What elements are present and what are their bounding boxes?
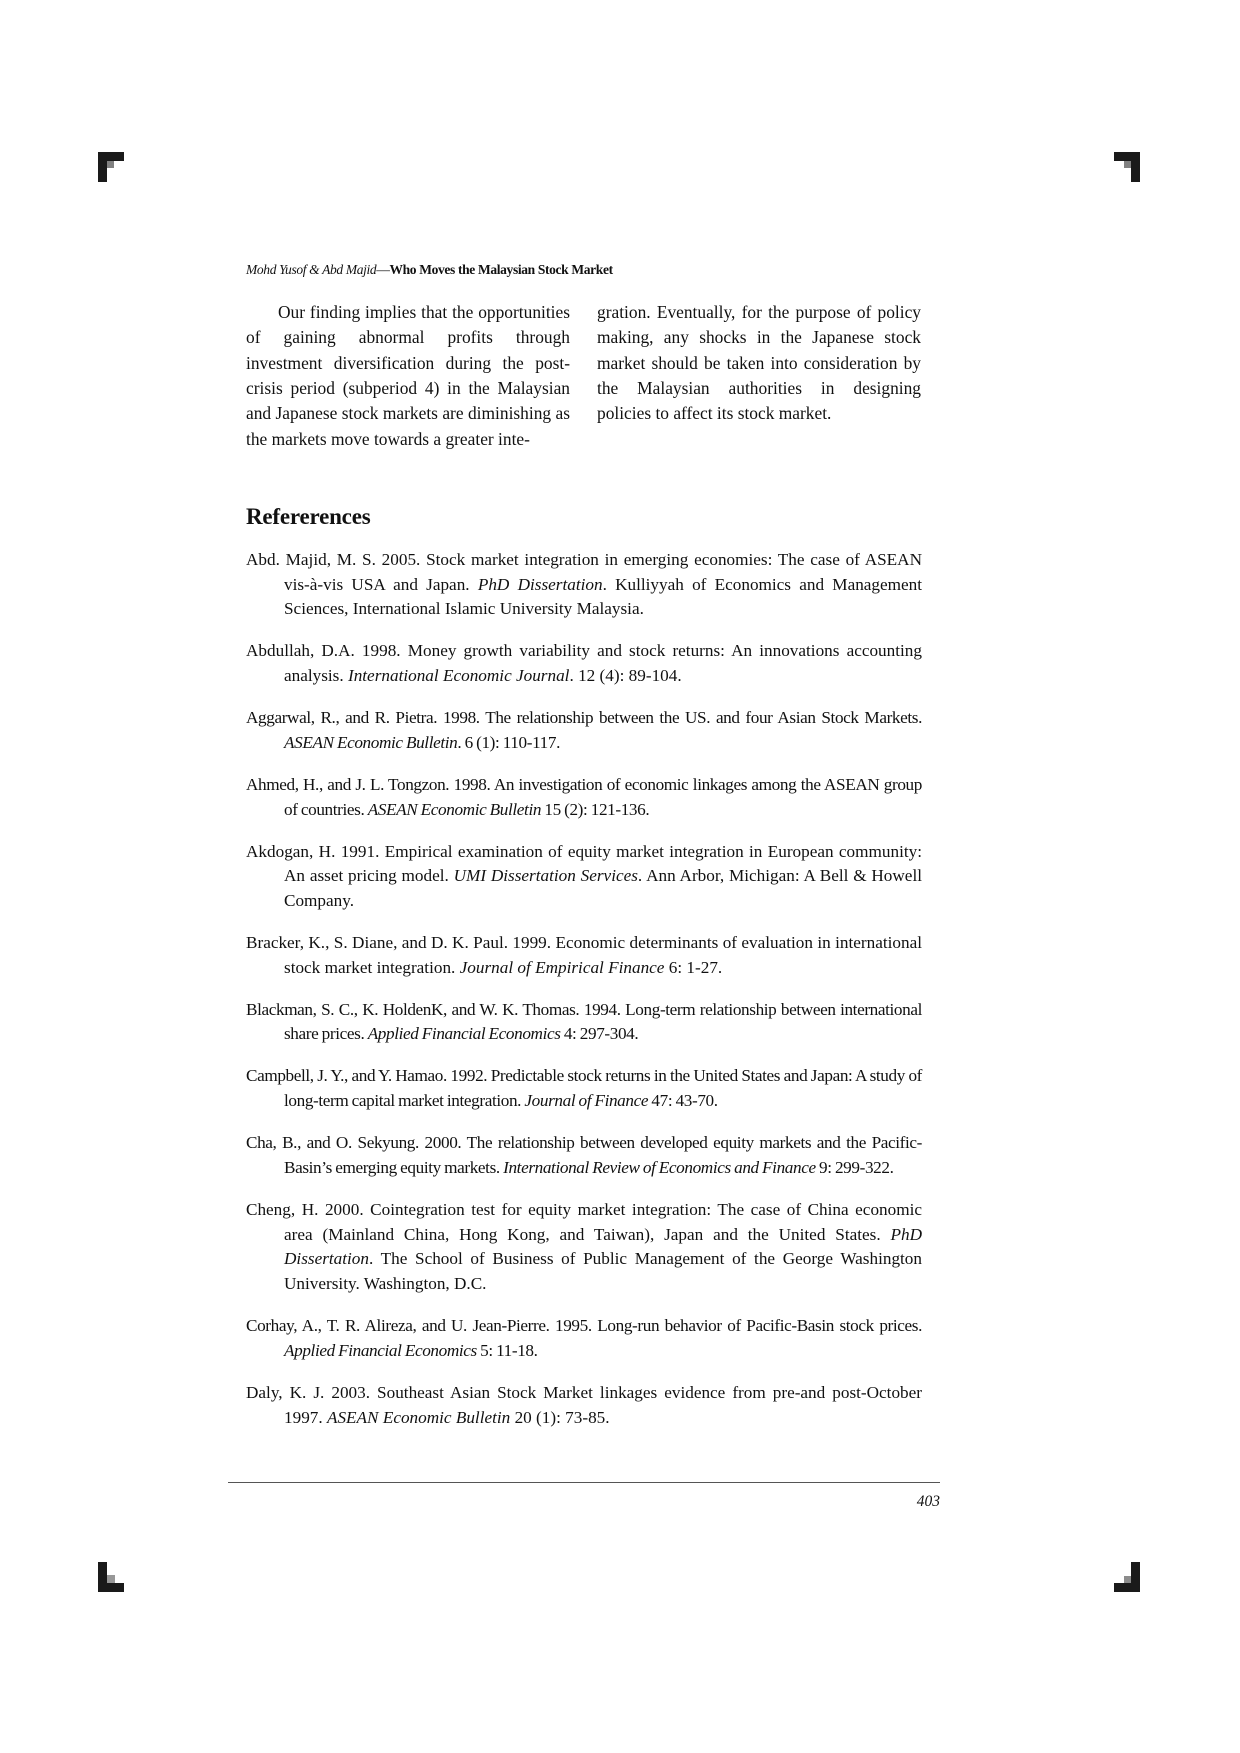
running-head-separator: —: [376, 262, 390, 277]
reference-item: [246, 998, 922, 1048]
reference-source-title: UMI Dissertation Services: [453, 866, 638, 886]
reference-item: [246, 773, 922, 823]
reference-source-title: Applied Financial Economics: [367, 1024, 561, 1044]
reference-text: 4: 297-304.: [560, 1024, 639, 1044]
reference-text: Abd. Majid, M. S. 2005. Stock market integration in emerging economies: The case of ASEAN vis-à-vis USA and Japan.: [246, 549, 922, 594]
reference-text: 20 (1): 73-85.: [510, 1407, 610, 1427]
reference-item: [246, 840, 922, 914]
reference-item: [246, 1198, 922, 1297]
reference-text: Cheng, H. 2000. Cointegration test for equity market integration: The case of China economic area (Mainland China, Hong Kong, and Taiwan), Japan and the United States.: [246, 1199, 922, 1244]
reference-text: . The School of Business of Public Management of the George Washington University. Washington, D.C.: [284, 1249, 922, 1294]
reference-text: Daly, K. J. 2003. Southeast Asian Stock Market linkages evidence from pre-and post-October 1997.: [246, 1382, 922, 1427]
body-paragraph-right: gration. Eventually, for the purpose of policy making, any shocks in the Japanese stock market should be taken into consideration by the Malaysian authorities in designing policies to affect its stock market.: [597, 302, 921, 424]
reference-source-title: PhD Dissertation: [284, 1224, 922, 1269]
references-heading: Refererences: [246, 503, 371, 529]
reference-text: Ahmed, H., and J. L. Tongzon. 1998. An investigation of economic linkages among the ASEAN group of countries.: [246, 774, 922, 819]
reference-item: [246, 706, 922, 756]
reference-text: 15 (2): 121-136.: [541, 799, 650, 819]
crop-mark-top-right: [1110, 152, 1140, 182]
reference-text: Cha, B., and O. Sekyung. 2000. The relationship between developed equity markets and the Pacific-Basin’s emerging equity markets.: [246, 1133, 922, 1177]
reference-text: Akdogan, H. 1991. Empirical examination of equity market integration in European community: An asset pricing model.: [246, 841, 922, 886]
reference-text: 47: 43-70.: [648, 1091, 718, 1111]
reference-item: [246, 548, 922, 622]
page-number: 403: [916, 1493, 940, 1510]
reference-text: 6: 1-27.: [664, 957, 723, 977]
running-head-authors: Mohd Yusof & Abd Majid: [246, 262, 377, 277]
reference-source-title: International Economic Journal: [347, 666, 570, 686]
reference-text: Corhay, A., T. R. Alireza, and U. Jean-Pierre. 1995. Long-run behavior of Pacific-Basin stock prices.: [246, 1316, 922, 1336]
reference-item: [246, 931, 922, 981]
crop-mark-bottom-right: [1110, 1562, 1140, 1592]
reference-text: Blackman, S. C., K. HoldenK, and W. K. Thomas. 1994. Long-term relationship between international share prices.: [246, 999, 922, 1044]
reference-item: [246, 1314, 922, 1364]
reference-text: Aggarwal, R., and R. Pietra. 1998. The relationship between the US. and four Asian Stock Markets.: [246, 708, 922, 728]
references-list: [246, 548, 922, 1431]
reference-source-title: ASEAN Economic Bulletin: [367, 799, 542, 819]
reference-text: . 12 (4): 89-104.: [569, 666, 682, 686]
crop-mark-top-left: [98, 152, 128, 182]
running-head: [246, 262, 922, 278]
crop-mark-bottom-left: [98, 1562, 128, 1592]
body-column-right: [597, 300, 921, 452]
reference-item: [246, 1131, 922, 1181]
running-head-title: Who Moves the Malaysian Stock Market: [389, 262, 613, 277]
reference-text: Abdullah, D.A. 1998. Money growth variability and stock returns: An innovations accounting analysis.: [246, 641, 922, 686]
page-footer: [228, 1482, 940, 1511]
reference-text: 5: 11-18.: [476, 1340, 538, 1360]
reference-text: . 6 (1): 110-117.: [457, 732, 561, 752]
reference-source-title: Applied Financial Economics: [284, 1340, 477, 1360]
conclusion-text-block: [246, 300, 922, 452]
reference-item: [246, 639, 922, 689]
reference-source-title: International Review of Economics and Finance: [503, 1157, 816, 1177]
body-paragraph-left: Our finding implies that the opportunities of gaining abnormal profits through investment diversification during the post-crisis period (subperiod 4) in the Malaysian and Japanese stock markets are diminishing as the markets move towards a greater inte-: [246, 302, 570, 449]
reference-text: . Ann Arbor, Michigan: A Bell & Howell Company.: [284, 866, 922, 911]
reference-text: 9: 299-322.: [815, 1157, 894, 1177]
reference-source-title: Journal of Empirical Finance: [459, 957, 665, 977]
reference-source-title: ASEAN Economic Bulletin: [326, 1407, 511, 1427]
reference-source-title: ASEAN Economic Bulletin: [284, 732, 458, 752]
reference-text: Bracker, K., S. Diane, and D. K. Paul. 1999. Economic determinants of evaluation in international stock market integration.: [246, 933, 922, 977]
reference-source-title: PhD Dissertation: [477, 574, 603, 594]
page-content: [246, 262, 922, 1438]
reference-text: . Kulliyyah of Economics and Management Sciences, International Islamic University Malaysia.: [284, 574, 923, 619]
reference-item: [246, 1381, 922, 1431]
footer-rule: [228, 1482, 940, 1483]
reference-source-title: Journal of Finance: [524, 1091, 649, 1111]
reference-text: Campbell, J. Y., and Y. Hamao. 1992. Predictable stock returns in the United States and Japan: A study of long-term capital market integration.: [246, 1066, 922, 1111]
reference-item: [246, 1064, 922, 1114]
body-column-left: [246, 300, 570, 452]
